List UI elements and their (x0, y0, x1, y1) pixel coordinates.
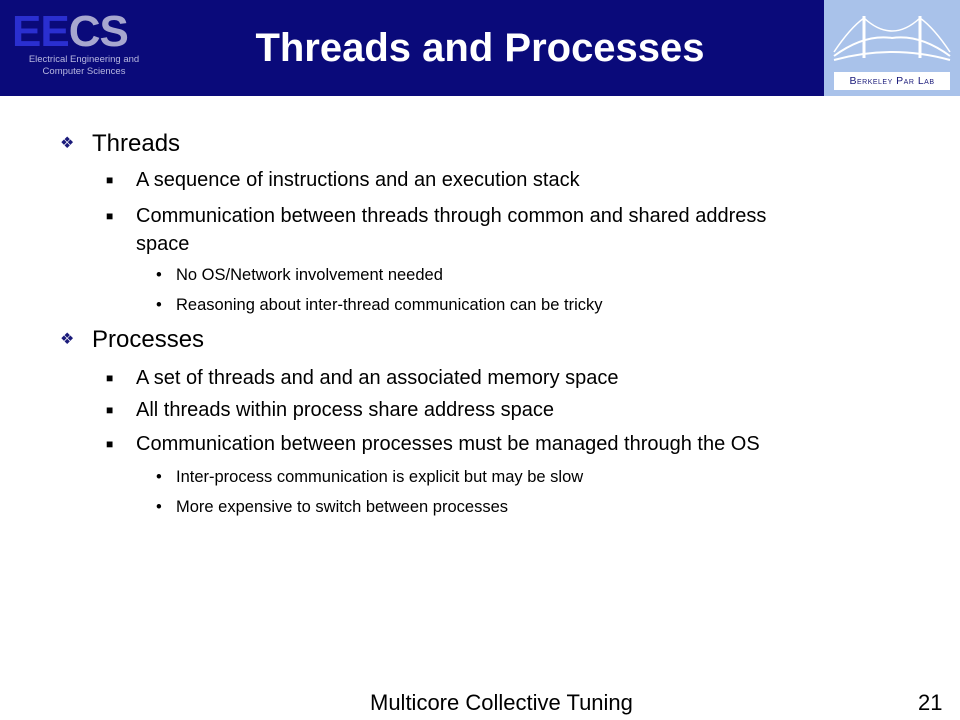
eecs-logo (10, 6, 160, 86)
eecs-logo-mark: EECS (12, 7, 128, 56)
sub-list-item: • Reasoning about inter-thread communication can be tricky (156, 296, 603, 314)
bullet-processes: ❖ Processes (60, 326, 205, 353)
sub-list-item: • Inter-process communication is explicit but may be slow (156, 468, 584, 486)
bridge-icon (830, 8, 954, 70)
slide-title: Threads and Processes (255, 26, 705, 70)
dot-bullet-icon: • (156, 498, 162, 516)
square-bullet-icon: ■ (106, 437, 114, 451)
square-bullet-icon: ■ (106, 173, 114, 187)
dot-bullet-icon: • (156, 266, 162, 284)
slide-number: 21 (918, 690, 943, 715)
list-item: ■ A sequence of instructions and an execution stack (106, 166, 896, 194)
sub-list-item: • More expensive to switch between processes (156, 498, 508, 516)
square-bullet-icon: ■ (106, 371, 114, 385)
diamond-bullet-icon: ❖ (60, 135, 75, 152)
square-bullet-icon: ■ (106, 403, 114, 417)
dot-bullet-icon: • (156, 468, 162, 486)
sub-list-item: • No OS/Network involvement needed (156, 266, 443, 284)
diamond-bullet-icon: ❖ (60, 331, 75, 348)
list-item: ■ Communication between threads through common and shared address space (106, 202, 896, 258)
dot-bullet-icon: • (156, 296, 162, 314)
slide-header (0, 0, 960, 96)
list-item: ■ All threads within process share address space (106, 396, 896, 424)
list-item: ■ A set of threads and and an associated memory space (106, 364, 896, 392)
square-bullet-icon: ■ (106, 209, 114, 223)
berkeley-par-lab-label: Berkeley Par Lab (834, 72, 950, 90)
bullet-threads: ❖ Threads (60, 130, 181, 157)
list-item: ■ Communication between processes must be managed through the OS (106, 430, 896, 458)
footer-title: Multicore Collective Tuning (370, 690, 633, 715)
berkeley-par-lab-logo (824, 0, 960, 96)
eecs-logo-subtitle: Electrical Engineering and Computer Sciences (28, 54, 140, 77)
